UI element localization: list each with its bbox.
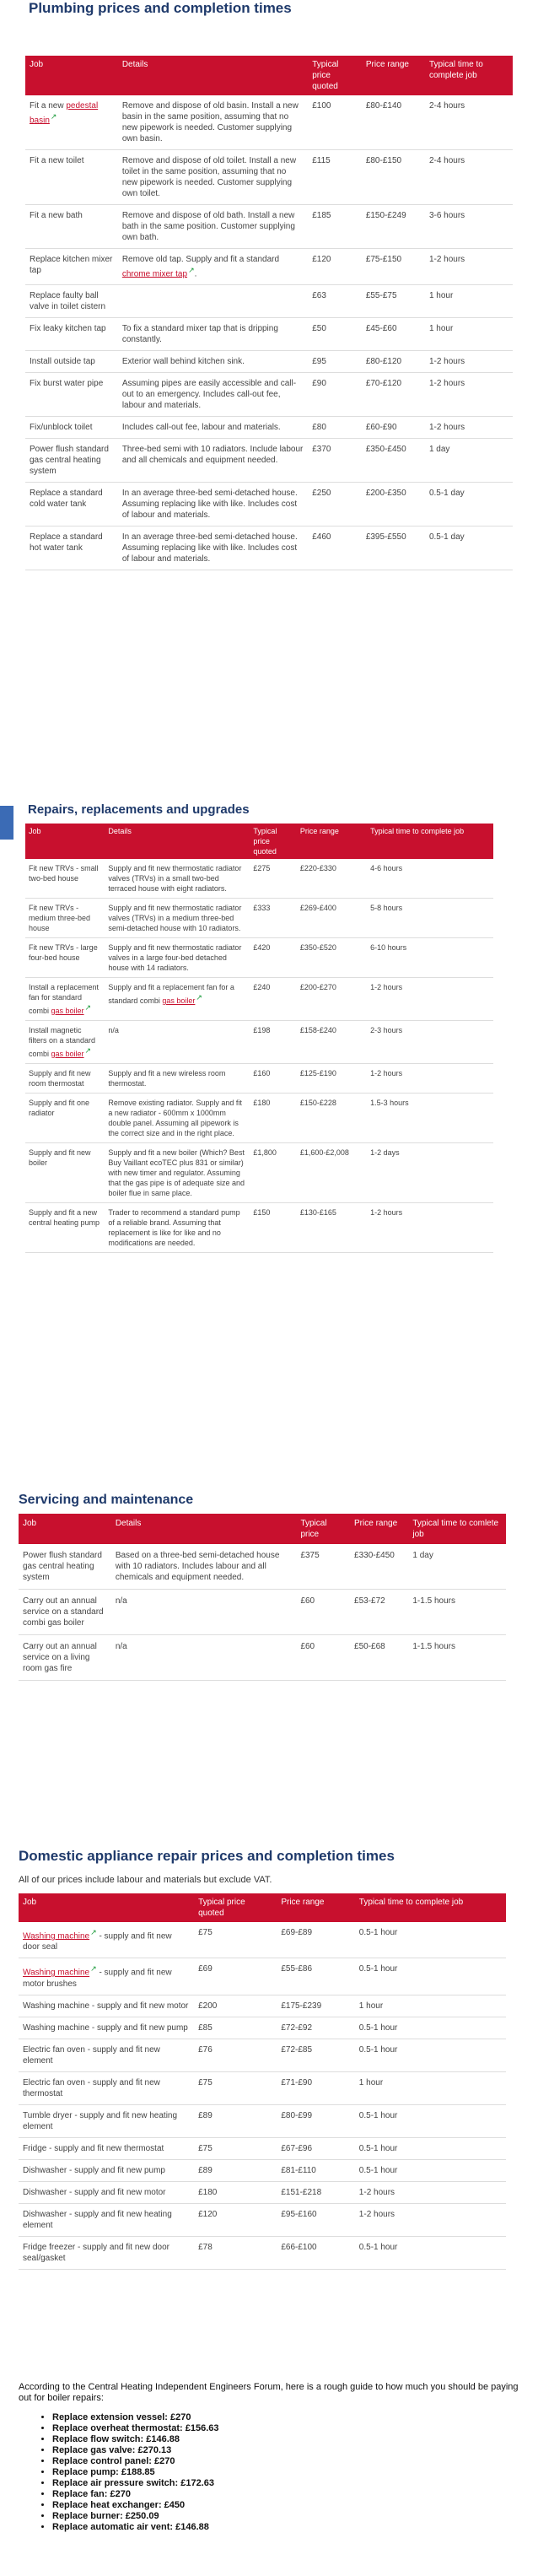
cell-details: Supply and fit new thermostatic radiator valves in a large four-bed detached house with 14 radiators. — [105, 938, 250, 978]
cell-price: £85 — [194, 2017, 277, 2039]
column-header: Job — [19, 1893, 194, 1922]
cell-price: £200 — [194, 1995, 277, 2017]
cell-range: £55-£75 — [362, 285, 425, 318]
cell-price: £275 — [250, 859, 297, 899]
cell-details: Remove and dispose of old basin. Install a new basin in the same position, assuming that no new pipework is needed. Customer supplying own basin. — [118, 95, 308, 150]
list-item: • Replace pump: £188.85 — [52, 2467, 525, 2478]
cell-job: Fit new TRVs - small two-bed house — [25, 859, 105, 899]
cell-range: £75-£150 — [362, 249, 425, 285]
boiler-repairs-guide — [19, 2382, 525, 2533]
cell-details: Supply and fit new thermostatic radiator valves (TRVs) in a medium three-bed semi-detached house with 10 radiators. — [105, 899, 250, 938]
cell-time: 1-2 hours — [425, 417, 513, 439]
cell-range: £125-£190 — [297, 1064, 367, 1094]
external-link-icon: ↗ — [50, 112, 57, 121]
cell-price: £370 — [308, 439, 362, 483]
cell-range: £55-£86 — [277, 1958, 354, 1995]
left-edge-marker — [0, 806, 13, 840]
column-header: Typical time to complete job — [367, 824, 493, 859]
table-row — [25, 483, 513, 527]
cell-price: £180 — [194, 2181, 277, 2203]
cell-range: £71-£90 — [277, 2071, 354, 2104]
cell-time: 0.5-1 hour — [355, 1922, 506, 1958]
column-header: Details — [111, 1514, 297, 1544]
table-row — [25, 859, 493, 899]
cell-details: Based on a three-bed semi-detached house with 10 radiators. Includes labour and all chemicals and equipment needed. — [111, 1544, 297, 1590]
cell-price: £150 — [250, 1203, 297, 1253]
cell-details: Includes call-out fee, labour and materials. — [118, 417, 308, 439]
list-item: • Replace control panel: £270 — [52, 2456, 525, 2467]
cell-time: 1-2 hours — [355, 2181, 506, 2203]
cell-range: £69-£89 — [277, 1922, 354, 1958]
cell-range: £45-£60 — [362, 318, 425, 351]
table-row — [25, 938, 493, 978]
cell-price: £100 — [308, 95, 362, 150]
cell-job: Supply and fit new room thermostat — [25, 1064, 105, 1094]
cell-job: Fit a new bath — [25, 205, 118, 249]
table-header-row — [19, 1514, 506, 1544]
cell-time: 3-6 hours — [425, 205, 513, 249]
job-text: Install a replacement fan for standard combi — [29, 983, 100, 1015]
plumbing-prices-section — [25, 0, 513, 570]
cell-price: £420 — [250, 938, 297, 978]
cell-price: £60 — [296, 1590, 350, 1635]
section-title: Domestic appliance repair prices and completion times — [19, 1848, 395, 1864]
cell-time: 1-2 hours — [425, 351, 513, 373]
table-row — [25, 1094, 493, 1143]
cell-price: £198 — [250, 1021, 297, 1064]
table-row — [19, 1995, 506, 2017]
table-row — [25, 150, 513, 205]
list-item: • Replace automatic air vent: £146.88 — [52, 2522, 525, 2533]
cell-job: Supply and fit new boiler — [25, 1143, 105, 1203]
cell-range: £72-£85 — [277, 2039, 354, 2071]
cell-price: £60 — [296, 1635, 350, 1681]
cell-job: Carry out an annual service on a living room gas fire — [19, 1635, 111, 1681]
cell-price: £75 — [194, 2137, 277, 2159]
cell-job: Supply and fit a new central heating pump — [25, 1203, 105, 1253]
cell-price: £90 — [308, 373, 362, 417]
cell-details: Assuming pipes are easily accessible and call-out to an emergency. Includes call-out fee, labour and materials. — [118, 373, 308, 417]
job-text: - supply and fit new door seal — [23, 1931, 172, 1952]
table-header-row — [19, 1893, 506, 1922]
cell-job: Fridge - supply and fit new thermostat — [19, 2137, 194, 2159]
cell-time: 1 hour — [425, 318, 513, 351]
table-row — [25, 1203, 493, 1253]
cell-range: £80-£99 — [277, 2104, 354, 2137]
table-row — [19, 1922, 506, 1958]
table-row — [25, 417, 513, 439]
cell-range: £200-£350 — [362, 483, 425, 527]
table-row — [25, 978, 493, 1021]
cell-time: 2-4 hours — [425, 150, 513, 205]
column-header: Price range — [297, 824, 367, 859]
list-item: • Replace gas valve: £270.13 — [52, 2445, 525, 2456]
external-link-icon: ↗ — [84, 1003, 92, 1012]
cell-details: n/a — [111, 1590, 297, 1635]
table-row — [25, 318, 513, 351]
cell-price: £1,800 — [250, 1143, 297, 1203]
table-row — [19, 2104, 506, 2137]
section-title: Repairs, replacements and upgrades — [28, 802, 250, 817]
table-row — [19, 1544, 506, 1590]
cell-time: 0.5-1 day — [425, 483, 513, 527]
cell-price: £250 — [308, 483, 362, 527]
cell-price: £333 — [250, 899, 297, 938]
table-row — [25, 1064, 493, 1094]
table-row — [19, 1958, 506, 1995]
cell-price: £80 — [308, 417, 362, 439]
cell-details: Remove and dispose of old toilet. Install a new toilet in the same position, assuming that no new pipework is needed. Customer supplying own toilet. — [118, 150, 308, 205]
table-row — [25, 899, 493, 938]
cell-price: £95 — [308, 351, 362, 373]
cell-details: In an average three-bed semi-detached house. Assuming replacing like with like. Includes cost of labour and materials. — [118, 527, 308, 570]
cell-details: n/a — [111, 1635, 297, 1681]
cell-job — [19, 1922, 194, 1958]
cell-range: £130-£165 — [297, 1203, 367, 1253]
cell-price: £375 — [296, 1544, 350, 1590]
cell-range: £72-£92 — [277, 2017, 354, 2039]
cell-job: Carry out an annual service on a standard combi gas boiler — [19, 1590, 111, 1635]
details-link[interactable]: chrome mixer tap — [121, 269, 188, 279]
cell-range: £158-£240 — [297, 1021, 367, 1064]
cell-details — [105, 978, 250, 1021]
cell-details: Supply and fit new thermostatic radiator valves (TRVs) in a small two-bed terraced house with eight radiators. — [105, 859, 250, 899]
cell-job — [19, 1958, 194, 1995]
cell-job: Fridge freezer - supply and fit new door seal/gasket — [19, 2236, 194, 2269]
job-link[interactable]: pedestal basin — [30, 101, 99, 126]
list-item: • Replace fan: £270 — [52, 2489, 525, 2500]
table-row — [19, 1590, 506, 1635]
cell-price: £160 — [250, 1064, 297, 1094]
cell-job: Replace a standard cold water tank — [25, 483, 118, 527]
cell-job: Electric fan oven - supply and fit new element — [19, 2039, 194, 2071]
cell-range: £70-£120 — [362, 373, 425, 417]
cell-time: 1 hour — [355, 1995, 506, 2017]
table-row — [19, 1635, 506, 1681]
cell-job: Supply and fit one radiator — [25, 1094, 105, 1143]
cell-details: Three-bed semi with 10 radiators. Include labour and all chemicals and equipment needed. — [118, 439, 308, 483]
cell-price: £78 — [194, 2236, 277, 2269]
cell-time: 1-2 hours — [367, 1203, 493, 1253]
cell-time: 1-2 hours — [425, 249, 513, 285]
list-item: • Replace flow switch: £146.88 — [52, 2434, 525, 2445]
table-row — [19, 2159, 506, 2181]
cell-job: Fix burst water pipe — [25, 373, 118, 417]
cell-price: £115 — [308, 150, 362, 205]
cell-price: £120 — [194, 2203, 277, 2236]
table-row — [19, 2017, 506, 2039]
cell-job: Dishwasher - supply and fit new motor — [19, 2181, 194, 2203]
cell-time: 0.5-1 hour — [355, 1958, 506, 1995]
cell-details: In an average three-bed semi-detached house. Assuming replacing like with like. Includes cost of labour and materials. — [118, 483, 308, 527]
job-link[interactable]: gas boiler — [51, 1050, 84, 1058]
cell-job: Dishwasher - supply and fit new heating element — [19, 2203, 194, 2236]
servicing-section — [19, 1492, 506, 1681]
table-row — [19, 2203, 506, 2236]
cell-time: 1 hour — [355, 2071, 506, 2104]
external-link-icon: ↗ — [188, 266, 195, 274]
cell-job: Fit new TRVs - large four-bed house — [25, 938, 105, 978]
cell-job: Replace kitchen mixer tap — [25, 249, 118, 285]
cell-price: £460 — [308, 527, 362, 570]
cell-range: £95-£160 — [277, 2203, 354, 2236]
table-row — [19, 2137, 506, 2159]
table-row — [25, 95, 513, 150]
cell-job: Fit a new toilet — [25, 150, 118, 205]
cell-time: 1-2 hours — [425, 373, 513, 417]
cell-details — [118, 285, 308, 318]
servicing-table — [19, 1514, 506, 1681]
cell-time: 0.5-1 day — [425, 527, 513, 570]
table-row — [25, 249, 513, 285]
cell-job: Fix/unblock toilet — [25, 417, 118, 439]
cell-price: £120 — [308, 249, 362, 285]
cell-range: £80-£140 — [362, 95, 425, 150]
cell-time: 1-2 hours — [367, 1064, 493, 1094]
table-header-row — [25, 56, 513, 95]
appliance-repair-table — [19, 1893, 506, 2270]
cell-details: Trader to recommend a standard pump of a reliable brand. Assuming that replacement is like for like and no modifications are needed. — [105, 1203, 250, 1253]
cell-range: £80-£150 — [362, 150, 425, 205]
column-header: Price range — [350, 1514, 408, 1544]
cell-range: £175-£239 — [277, 1995, 354, 2017]
guide-lead-text: According to the Central Heating Independent Engineers Forum, here is a rough guide to how much you should be paying out for boiler repairs: — [19, 2382, 519, 2403]
cell-range: £60-£90 — [362, 417, 425, 439]
cell-price: £185 — [308, 205, 362, 249]
cell-job: Replace a standard hot water tank — [25, 527, 118, 570]
cell-job: Power flush standard gas central heating system — [25, 439, 118, 483]
cell-time: 1 day — [425, 439, 513, 483]
cell-time: 0.5-1 hour — [355, 2159, 506, 2181]
job-link[interactable]: Washing machine — [23, 1968, 90, 1978]
column-header: Typical time to complete job — [425, 56, 513, 95]
cell-range: £350-£450 — [362, 439, 425, 483]
cell-price: £89 — [194, 2159, 277, 2181]
job-link[interactable]: Washing machine — [23, 1931, 90, 1941]
cell-range: £81-£110 — [277, 2159, 354, 2181]
cell-time: 4-6 hours — [367, 859, 493, 899]
cell-time: 2-3 hours — [367, 1021, 493, 1064]
cell-time: 1-2 hours — [355, 2203, 506, 2236]
cell-details: Supply and fit a new boiler (Which? Best Buy Vaillant ecoTEC plus 831 or similar) with new timer and regulator. Assuming that the gas pipe is of adequate size and boiler flue in same place. — [105, 1143, 250, 1203]
table-header-row — [25, 824, 493, 859]
cell-details: To fix a standard mixer tap that is dripping constantly. — [118, 318, 308, 351]
cell-time: 6-10 hours — [367, 938, 493, 978]
cell-time: 1-1.5 hours — [408, 1635, 506, 1681]
cell-range: £350-£520 — [297, 938, 367, 978]
cell-job — [25, 1021, 105, 1064]
cell-price: £63 — [308, 285, 362, 318]
table-row — [25, 439, 513, 483]
cell-time: 1 day — [408, 1544, 506, 1590]
intro-text: All of our prices include labour and materials but exclude VAT. — [19, 1875, 272, 1885]
cell-time: 0.5-1 hour — [355, 2236, 506, 2269]
details-text-after: . — [194, 269, 197, 279]
cell-price: £89 — [194, 2104, 277, 2137]
column-header: Typical time to complete job — [355, 1893, 506, 1922]
external-link-icon: ↗ — [90, 1964, 97, 1974]
cell-job: Tumble dryer - supply and fit new heating element — [19, 2104, 194, 2137]
appliance-repair-section — [19, 1848, 506, 2270]
table-row — [25, 285, 513, 318]
cell-range: £395-£550 — [362, 527, 425, 570]
job-text: Fit a new — [30, 101, 67, 111]
cell-range: £269-£400 — [297, 899, 367, 938]
cell-job — [25, 95, 118, 150]
section-title: Plumbing prices and completion times — [29, 0, 292, 16]
cell-job: Electric fan oven - supply and fit new thermostat — [19, 2071, 194, 2104]
cell-time: 0.5-1 hour — [355, 2017, 506, 2039]
list-item: • Replace extension vessel: £270 — [52, 2412, 525, 2423]
column-header: Typical time to comlete job — [408, 1514, 506, 1544]
section-title: Servicing and maintenance — [19, 1493, 194, 1507]
cell-job: Fit new TRVs - medium three-bed house — [25, 899, 105, 938]
column-header: Details — [105, 824, 250, 859]
table-row — [19, 2039, 506, 2071]
cell-job: Washing machine - supply and fit new pump — [19, 2017, 194, 2039]
job-text: Install magnetic filters on a standard combi — [29, 1026, 96, 1058]
column-header: Details — [118, 56, 308, 95]
cell-range: £330-£450 — [350, 1544, 408, 1590]
cell-time: 1 hour — [425, 285, 513, 318]
cell-job: Power flush standard gas central heating system — [19, 1544, 111, 1590]
repairs-section — [25, 802, 493, 1253]
job-link[interactable]: gas boiler — [51, 1007, 84, 1015]
external-link-icon: ↗ — [84, 1046, 92, 1055]
column-header: Job — [25, 56, 118, 95]
table-row — [25, 205, 513, 249]
table-row — [19, 2181, 506, 2203]
table-row — [25, 527, 513, 570]
cell-range: £150-£249 — [362, 205, 425, 249]
cell-time: 5-8 hours — [367, 899, 493, 938]
details-text: Supply and fit a replacement fan for a standard combi — [108, 983, 234, 1005]
cell-details — [118, 249, 308, 285]
cell-time: 0.5-1 hour — [355, 2137, 506, 2159]
cell-price: £50 — [308, 318, 362, 351]
boiler-repair-list — [19, 2412, 525, 2533]
cell-range: £200-£270 — [297, 978, 367, 1021]
list-item: • Replace heat exchanger: £450 — [52, 2500, 525, 2511]
cell-range: £67-£96 — [277, 2137, 354, 2159]
cell-details: Remove existing radiator. Supply and fit a new radiator - 600mm x 1000mm double panel. Assuming all pipework is the correct size and in the right place. — [105, 1094, 250, 1143]
cell-time: 1-2 days — [367, 1143, 493, 1203]
column-header: Job — [25, 824, 105, 859]
column-header: Typical price quoted — [194, 1893, 277, 1922]
cell-details: Remove and dispose of old bath. Install a new bath in the same position. Customer supplying own bath. — [118, 205, 308, 249]
cell-time: 0.5-1 hour — [355, 2104, 506, 2137]
cell-details: Exterior wall behind kitchen sink. — [118, 351, 308, 373]
cell-time: 1.5-3 hours — [367, 1094, 493, 1143]
table-row — [25, 351, 513, 373]
cell-job: Fix leaky kitchen tap — [25, 318, 118, 351]
details-text: Remove old tap. Supply and fit a standard — [121, 255, 280, 264]
cell-time: 0.5-1 hour — [355, 2039, 506, 2071]
column-header: Typical price — [296, 1514, 350, 1544]
list-item: • Replace overheat thermostat: £156.63 — [52, 2423, 525, 2434]
cell-price: £240 — [250, 978, 297, 1021]
cell-job: Replace faulty ball valve in toilet cistern — [25, 285, 118, 318]
column-header: Typical price quoted — [308, 56, 362, 95]
table-row — [25, 1021, 493, 1064]
list-item: • Replace air pressure switch: £172.63 — [52, 2478, 525, 2489]
cell-range: £1,600-£2,008 — [297, 1143, 367, 1203]
cell-range: £53-£72 — [350, 1590, 408, 1635]
cell-price: £69 — [194, 1958, 277, 1995]
cell-job: Washing machine - supply and fit new motor — [19, 1995, 194, 2017]
table-row — [19, 2236, 506, 2269]
cell-range: £80-£120 — [362, 351, 425, 373]
cell-range: £151-£218 — [277, 2181, 354, 2203]
column-header: Price range — [277, 1893, 354, 1922]
cell-job — [25, 978, 105, 1021]
cell-time: 1-1.5 hours — [408, 1590, 506, 1635]
external-link-icon: ↗ — [90, 1928, 97, 1936]
cell-job: Install outside tap — [25, 351, 118, 373]
plumbing-prices-table — [25, 56, 513, 570]
cell-time: 1-2 hours — [367, 978, 493, 1021]
table-row — [19, 2071, 506, 2104]
column-header: Job — [19, 1514, 111, 1544]
repairs-table — [25, 824, 493, 1253]
cell-time: 2-4 hours — [425, 95, 513, 150]
column-header: Price range — [362, 56, 425, 95]
cell-price: £76 — [194, 2039, 277, 2071]
list-item: • Replace burner: £250.09 — [52, 2511, 525, 2522]
cell-details: Supply and fit a new wireless room thermostat. — [105, 1064, 250, 1094]
table-row — [25, 373, 513, 417]
cell-price: £75 — [194, 1922, 277, 1958]
cell-range: £220-£330 — [297, 859, 367, 899]
cell-range: £50-£68 — [350, 1635, 408, 1681]
column-header: Typical price quoted — [250, 824, 297, 859]
details-link[interactable]: gas boiler — [162, 996, 196, 1005]
table-row — [25, 1143, 493, 1203]
job-text: - supply and fit new motor brushes — [23, 1968, 172, 1989]
external-link-icon: ↗ — [196, 993, 202, 1002]
cell-job: Dishwasher - supply and fit new pump — [19, 2159, 194, 2181]
cell-price: £180 — [250, 1094, 297, 1143]
cell-details: n/a — [105, 1021, 250, 1064]
cell-range: £150-£228 — [297, 1094, 367, 1143]
cell-price: £75 — [194, 2071, 277, 2104]
cell-range: £66-£100 — [277, 2236, 354, 2269]
